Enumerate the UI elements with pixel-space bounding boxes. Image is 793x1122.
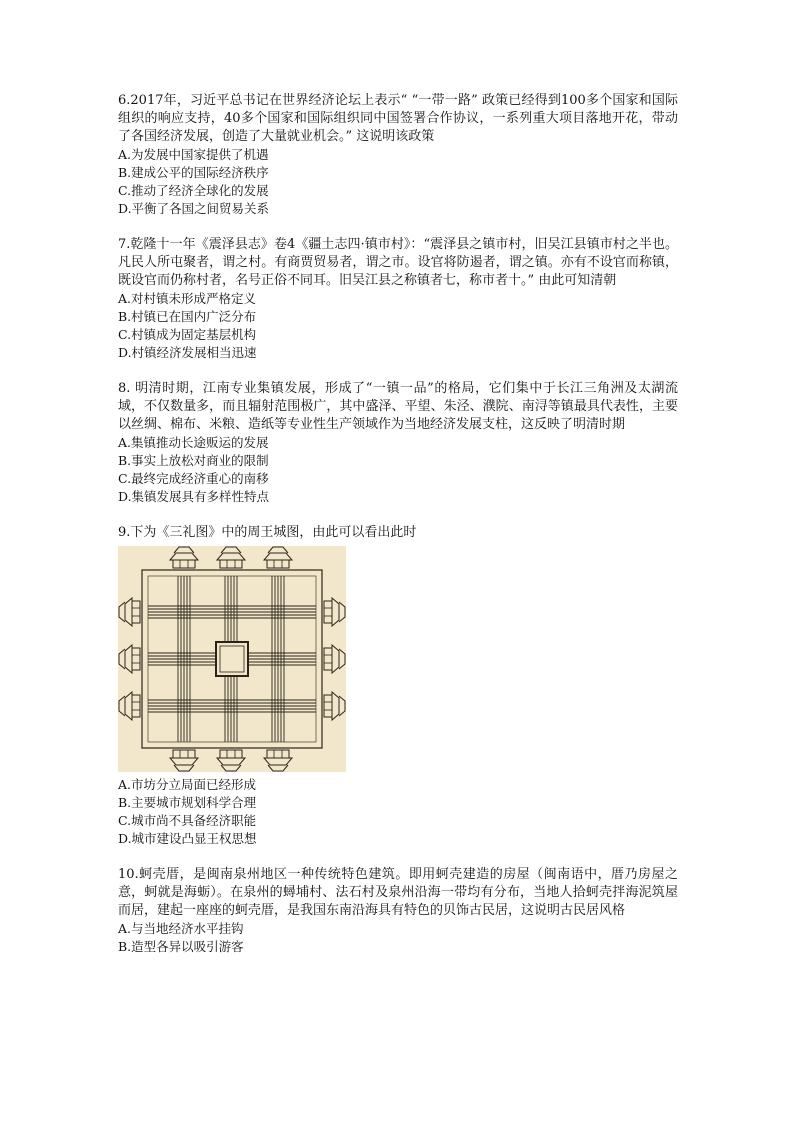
option-b: B.主要城市规划科学合理 [118, 795, 257, 810]
option-a: A.与当地经济水平挂钩 [118, 921, 244, 936]
central-palace-mask [216, 642, 248, 676]
question-7-options [118, 290, 678, 362]
option-d: D.集镇发展具有多样性特点 [118, 489, 270, 504]
option-c: C.城市尚不具备经济职能 [118, 813, 257, 828]
option-c: C.最终完成经济重心的南移 [118, 471, 269, 486]
option-b: B.事实上放松对商业的限制 [118, 453, 269, 468]
question-list [118, 92, 678, 974]
question-6-options [118, 146, 678, 218]
question-9-options [118, 776, 678, 848]
option-c: C.村镇成为固定基层机构 [118, 327, 257, 342]
option-b: B.村镇已在国内广泛分布 [118, 309, 257, 324]
option-a: A.对村镇未形成严格定义 [118, 291, 257, 306]
option-d: D.平衡了各国之间贸易关系 [118, 201, 270, 216]
question-8-stem: 8. 明清时期，江南专业集镇发展，形成了“一镇一品”的格局，它们集中于长江三角洲及太湖流域，不仅数量多，而且辐射范围极广，其中盛泽、平望、朱泾、濮院、南浔等镇最具代表性，主要以丝绸、棉布、米粮、造纸等专业性生产领域作为当地经济发展支柱，这反映了明清时期 [118, 381, 678, 432]
option-a: A.为发展中国家提供了机遇 [118, 147, 269, 162]
question-10 [118, 866, 678, 956]
question-7-stem: 7.乾隆十一年《震泽县志》卷4《疆土志四·镇市村》：“震泽县之镇市村，旧吴江县镇市村之半也。凡民人所屯聚者，谓之村。有商贾贸易者，谓之市。设官将防遏者，谓之镇。亦有不设官而称镇，既设官而仍称村者，名号正俗不同耳。旧吴江县之称镇者七，称市者十。” 由此可知清朝 [118, 237, 678, 288]
question-7 [118, 236, 678, 362]
question-10-stem: 10.蚵壳厝，是闽南泉州地区一种传统特色建筑。即用蚵壳建造的房屋（闽南语中，厝乃房屋之意，蚵就是海蛎）。在泉州的蟳埔村、法石村及泉州沿海一带均有分布，当地人拾蚵壳拌海泥筑屋而居，建起一座座的蚵壳厝，是我国东南沿海具有特色的贝饰古民居，这说明古民居风格 [118, 867, 678, 918]
option-b: B.造型各异以吸引游客 [118, 939, 244, 954]
option-d: D.城市建设凸显王权思想 [118, 831, 257, 846]
zhou-royal-city-figure [118, 546, 346, 772]
question-9-stem: 9.下为《三礼图》中的周王城图，由此可以看出此时 [118, 525, 417, 540]
option-a: A.市坊分立局面已经形成 [118, 777, 257, 792]
question-8-options [118, 434, 678, 506]
option-a: A.集镇推动长途贩运的发展 [118, 435, 269, 450]
question-6-stem: 6.2017年，习近平总书记在世界经济论坛上表示“ “一带一路” 政策已经得到100多个国家和国际组织的响应支持，40多个国家和国际组织同中国签署合作协议，一系列重大项目落地开花，带动了各国经济发展，创造了大量就业机会。” 这说明该政策 [118, 93, 678, 144]
zhou-royal-city-map [118, 546, 346, 772]
question-6 [118, 92, 678, 218]
question-9 [118, 524, 678, 848]
question-10-options [118, 920, 678, 956]
option-c: C.推动了经济全球化的发展 [118, 183, 269, 198]
option-b: B.建成公平的国际经济秩序 [118, 165, 269, 180]
question-8 [118, 380, 678, 506]
option-d: D.村镇经济发展相当迅速 [118, 345, 257, 360]
